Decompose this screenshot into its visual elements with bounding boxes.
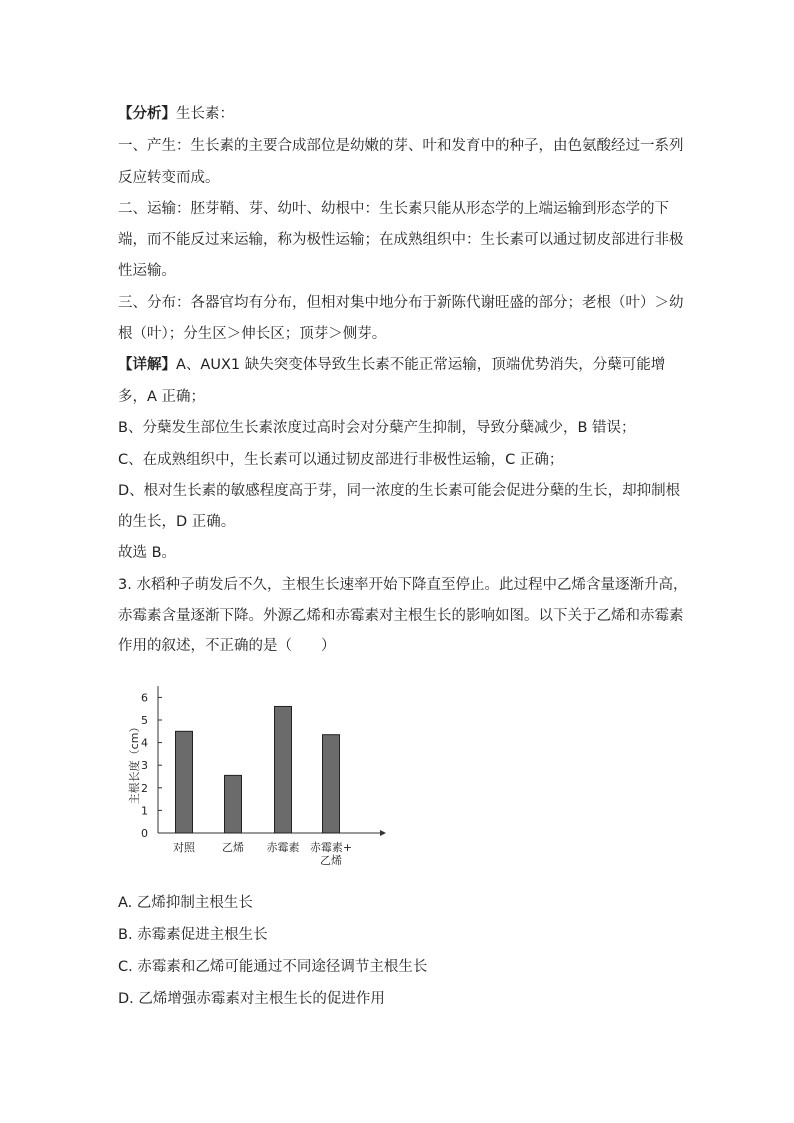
detail-line: B、分蘖发生部位生长素浓度过高时会对分蘖产生抑制，导致分蘖减少，B 错误； (118, 420, 636, 436)
analysis-line: 一、产生：生长素的主要合成部位是幼嫩的芽、叶和发育中的种子，由色氨酸经过一系列 (118, 138, 684, 154)
detail-line: D、根对生长素的敏感程度高于芽，同一浓度的生长素可能会促进分蘖的生长，却抑制根 (118, 483, 681, 499)
bar (176, 731, 193, 833)
y-tick-label: 1 (141, 804, 148, 818)
bar (275, 706, 292, 833)
detail-heading-line (118, 355, 665, 375)
question-line: 3. 水稻种子萌发后不久，主根生长速率开始下降直至停止。此过程中乙烯含量逐渐升高， (118, 577, 688, 593)
y-axis-label: 主根长度（cm） (128, 721, 141, 805)
x-tick-label: 乙烯 (222, 841, 244, 854)
detail-line: C、在成熟组织中，生长素可以通过韧皮部进行非极性运输，C 正确； (118, 452, 564, 468)
option-c[interactable]: C. 赤霉素和乙烯可能通过不同途径调节主根生长 (118, 959, 428, 975)
detail-first-line: A、AUX1 缺失突变体导致生长素不能正常运输，顶端优势消失，分蘖可能增 (176, 357, 666, 373)
bar (323, 735, 340, 833)
x-tick-label: 赤霉素 (266, 841, 300, 854)
analysis-heading-rest: 生长素： (176, 106, 234, 122)
detail-line: 多，A 正确； (118, 389, 206, 405)
x-tick-label: 对照 (173, 841, 195, 854)
detail-line: 故选 B。 (118, 545, 177, 561)
option-d[interactable]: D. 乙烯增强赤霉素对主根生长的促进作用 (118, 991, 385, 1007)
detail-heading: 【详解】 (118, 357, 176, 373)
analysis-line: 反应转变而成。 (118, 170, 220, 186)
analysis-line: 端，而不能反过来运输，称为极性运输；在成熟组织中：生长素可以通过韧皮部进行非极 (118, 232, 684, 248)
y-tick-label: 5 (141, 714, 148, 727)
analysis-heading: 【分析】 (118, 106, 176, 122)
analysis-line: 根（叶）；分生区＞伸长区；顶芽＞侧芽。 (118, 326, 387, 342)
analysis-line: 二、运输：胚芽鞘、芽、幼叶、幼根中：生长素只能从形态学的上端运输到形态学的下 (118, 201, 669, 217)
y-tick-label: 0 (141, 827, 148, 840)
option-b[interactable]: B. 赤霉素促进主根生长 (118, 927, 268, 943)
option-a[interactable]: A. 乙烯抑制主根生长 (118, 895, 253, 911)
x-tick-label: 赤霉素+ (309, 841, 353, 854)
question-line: 作用的叙述，不正确的是（ ） (118, 638, 336, 654)
y-tick-label: 4 (141, 736, 148, 750)
analysis-heading-line (118, 104, 234, 124)
question-line: 赤霉素含量逐渐下降。外源乙烯和赤霉素对主根生长的影响如图。以下关于乙烯和赤霉素 (118, 608, 684, 624)
bar (225, 775, 242, 833)
y-tick-label: 2 (141, 781, 148, 795)
x-axis-arrow (380, 830, 386, 836)
analysis-line: 性运输。 (118, 263, 176, 279)
x-tick-label: 乙烯 (320, 854, 342, 867)
y-tick-label: 3 (141, 759, 148, 773)
y-tick-label: 6 (141, 691, 148, 705)
analysis-line: 三、分布：各器官均有分布，但相对集中地分布于新陈代谢旺盛的部分；老根（叶）＞幼 (118, 295, 684, 311)
detail-line: 的生长，D 正确。 (118, 514, 236, 530)
root-length-bar-chart (118, 680, 398, 875)
